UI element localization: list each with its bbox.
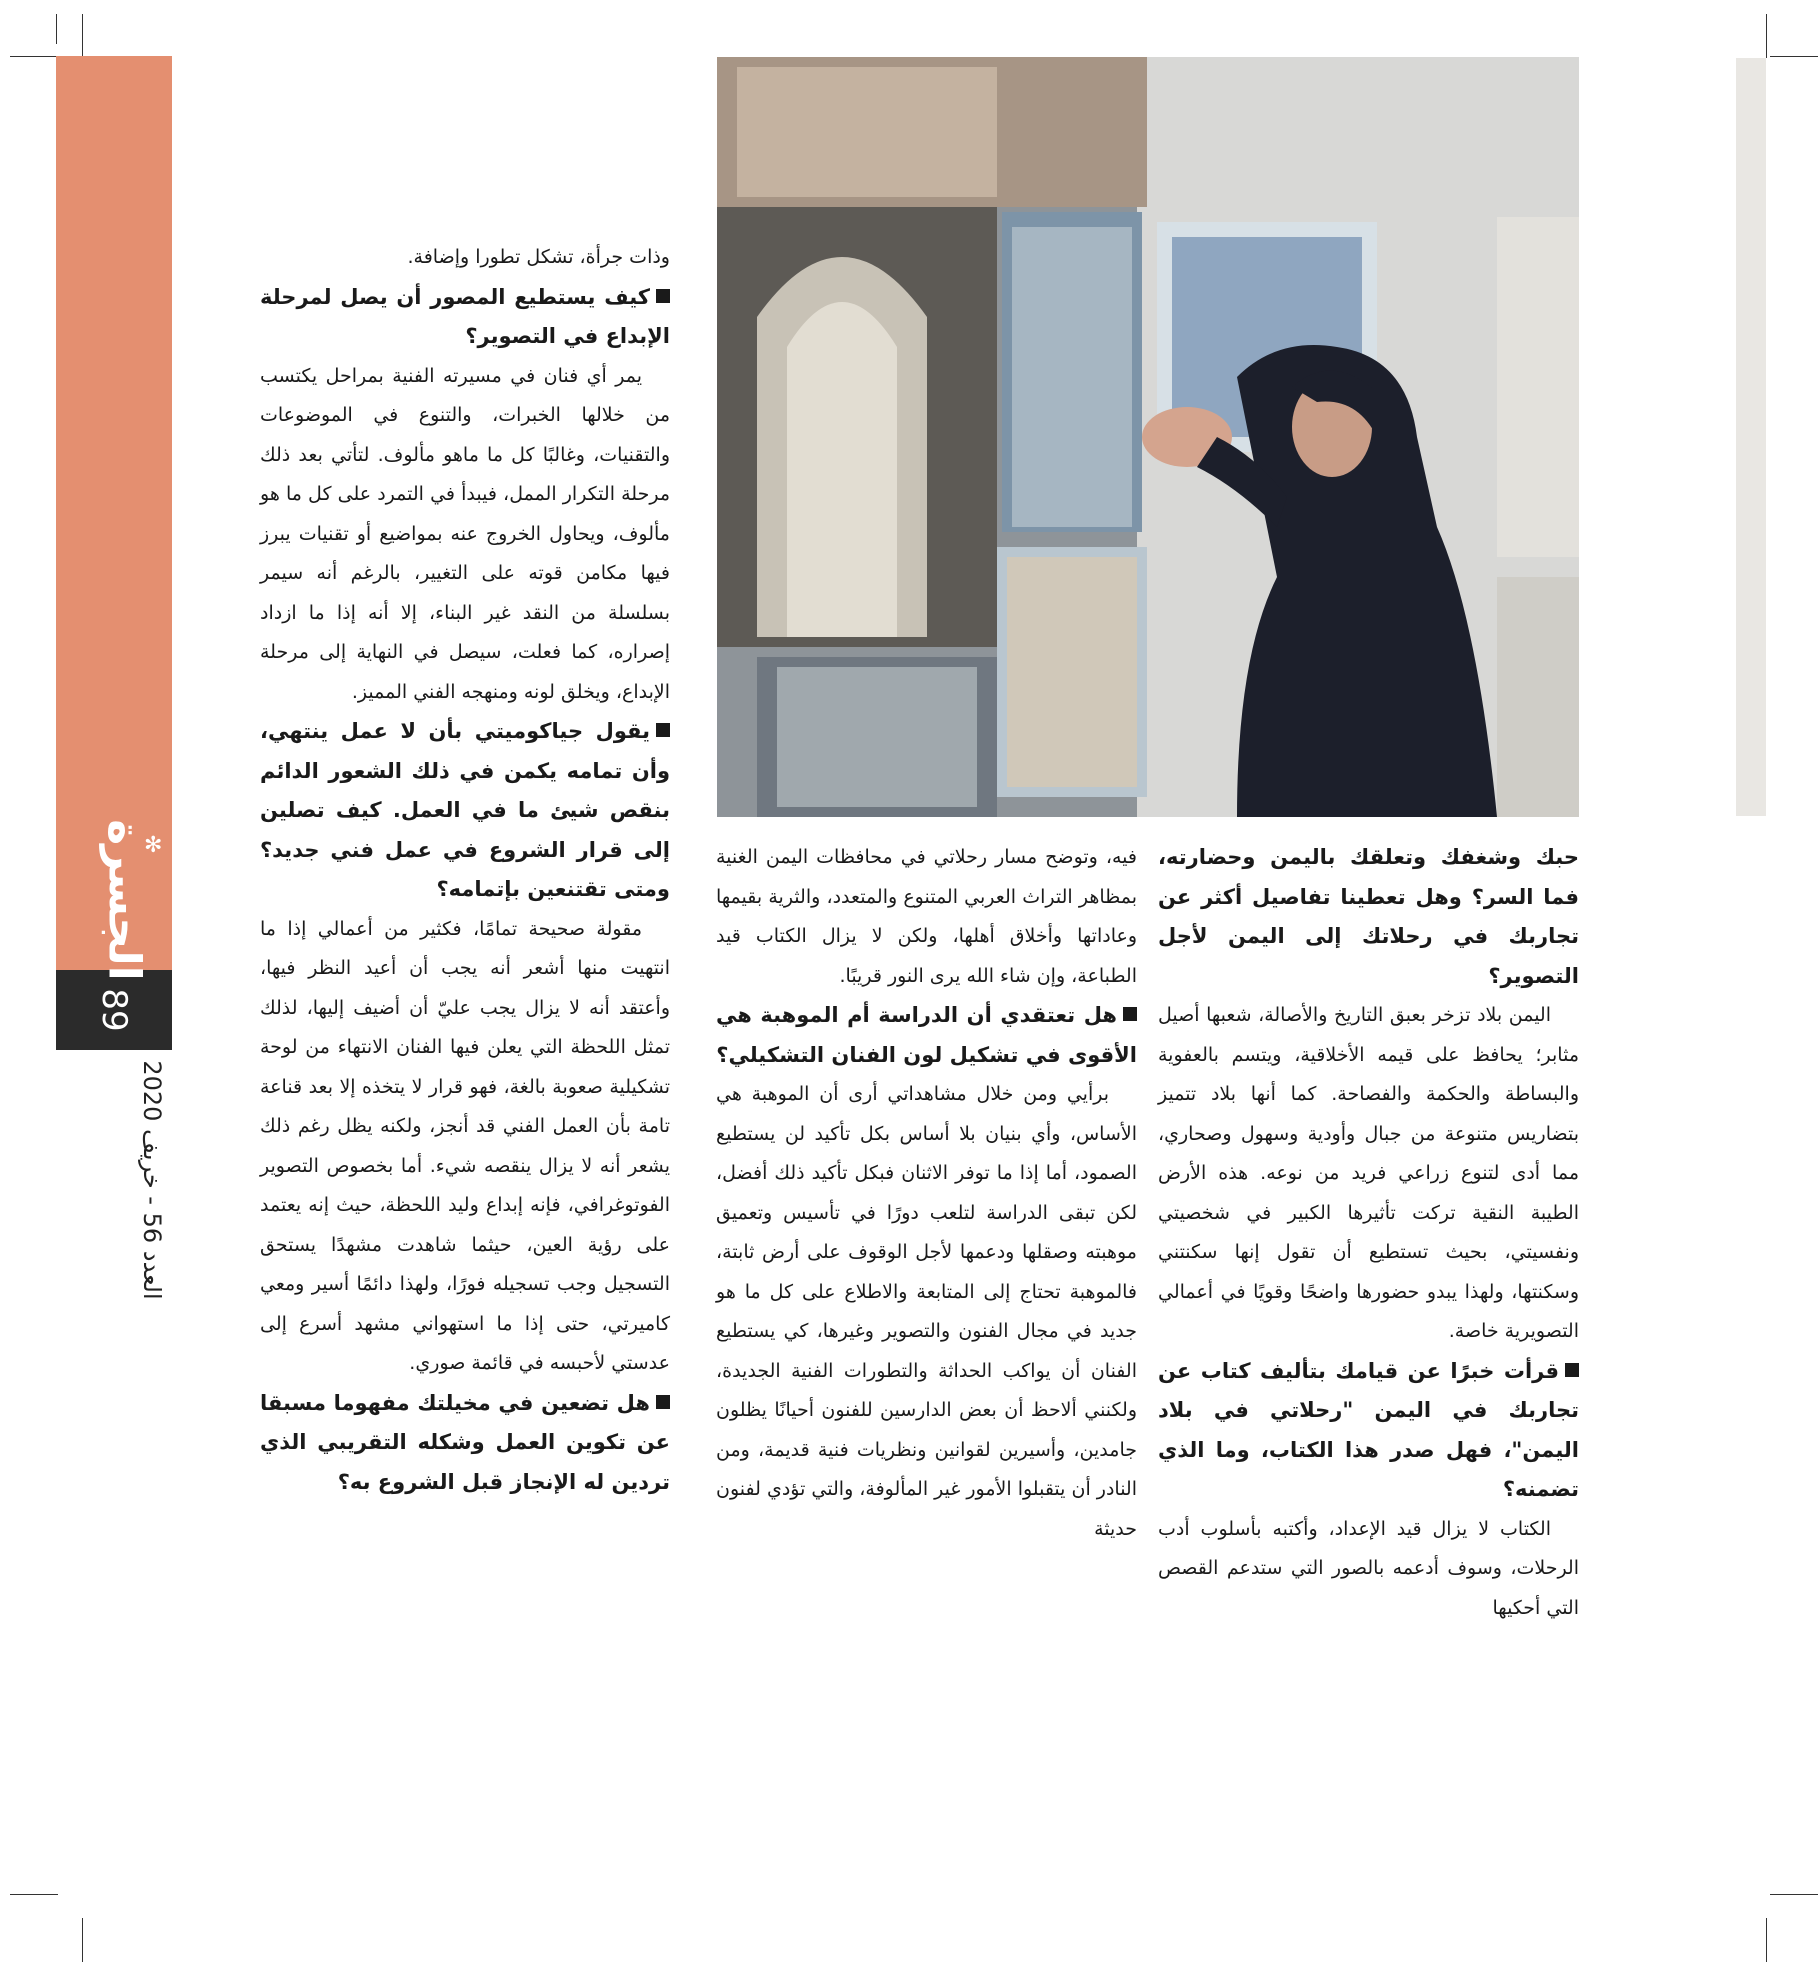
crop-mark-top-right-h: [1770, 56, 1818, 57]
question-3: [716, 996, 1137, 1075]
question-6-text: هل تضعين في مخيلتك مفهوما مسبقا عن تكوين العمل وشكله التقريبي الذي تردين له الإنجاز قبل الشروع به؟: [260, 1390, 670, 1494]
question-5-text: يقول جياكوميتي بأن لا عمل ينتهي، وأن تمامه يكمن في ذلك الشعور الدائم بنقص شيئ ما في العمل. كيف تصلين إلى قرار الشروع في عمل فني جديد؟ ومتى تقتنعين بإتمامه؟: [260, 719, 670, 901]
question-2: [1158, 1352, 1579, 1510]
crop-mark-bottom-right-h: [1770, 1894, 1818, 1895]
text-column-middle: [716, 838, 1137, 1549]
bullet-square-icon: [656, 289, 670, 303]
question-6: [260, 1384, 670, 1503]
article-photo: [717, 57, 1579, 817]
answer-3-continued: وذات جرأة، تشكل تطورا وإضافة.: [407, 246, 670, 268]
answer-5: مقولة صحيحة تمامًا، فكثير من أعمالي إذا ما انتهيت منها أشعر أنه يجب أن أعيد النظر فيها، وأعتقد أنه لا يزال يجب عليّ أن أضيف إليها، لذلك تمثل اللحظة التي يعلن فيها الفنان الانتهاء من لوحة تشكيلية صعوبة بالغة، فهو قرار لا يتخذه إلا بعد قناعة تامة بأن العمل الفني قد أنجز، ولكنه يظل رغم ذلك يشعر أنه لا يزال ينقصه شيء. أما بخصوص التصوير الفوتوغرافي، فإنه إبداع وليد اللحظة، حيث إنه يعتمد على رؤية العين، حيثما شاهدت مشهدًا يستحق التسجيل وجب تسجيله فورًا، ولهذا دائمًا أسير ومعي كاميرتي، حتى إذا ما استهواني مشهد أسرع إلى عدستي لأحبسه في قائمة صوري.: [260, 917, 670, 1374]
photo-artist-at-exhibition-icon: [717, 57, 1579, 817]
question-4: [260, 278, 670, 357]
bullet-square-icon: [656, 723, 670, 737]
crop-mark-top-left-v: [82, 14, 83, 58]
magazine-logo: الجسرة: [98, 819, 150, 981]
question-4-text: كيف يستطيع المصور أن يصل لمرحلة الإبداع في التصوير؟: [260, 284, 670, 348]
question-3-text: هل تعتقدي أن الدراسة أم الموهبة هي الأقوى في تشكيل لون الفنان التشكيلي؟: [716, 1003, 1137, 1067]
answer-2: الكتاب لا يزال قيد الإعداد، وأكتبه بأسلوب أدب الرحلات، وسوف أدعمه بالصور التي ستدعم القصص التي أحكيها: [1158, 1517, 1579, 1619]
question-5: [260, 712, 670, 910]
bullet-square-icon: [1565, 1363, 1579, 1377]
crop-mark-bottom-left-h: [10, 1894, 58, 1895]
crop-mark-bottom-left-v: [82, 1918, 83, 1962]
crop-mark-bottom-right-v: [1766, 1918, 1767, 1962]
crop-mark-top-right-v: [1766, 14, 1767, 58]
bullet-square-icon: [1123, 1007, 1137, 1021]
answer-2-continued: فيه، وتوضح مسار رحلاتي في محافظات اليمن الغنية بمظاهر التراث العربي المتنوع والمتعدد، والثرية بقيمها وعاداتها وأخلاق أهلها، ولكن لا يزال الكتاب قيد الطباعة، وإن شاء الله يرى النور قريبًا.: [716, 846, 1137, 987]
answer-1: اليمن بلاد تزخر بعبق التاريخ والأصالة، شعبها أصيل مثابر؛ يحافظ على قيمه الأخلاقية، ويتسم بالعفوية والبساطة والحكمة والفصاحة. كما أنها بلاد تتميز بتضاريس متنوعة من جبال وأودية وسهول وصحاري، مما أدى لتنوع زراعي فريد من نوعه. هذه الأرض الطيبة النقية تركت تأثيرها الكبير في شخصيتي ونفسيتي، بحيث تستطيع أن تقول إنها سكنتني وسكنتها، ولهذا يبدو حضورها واضحًا وقويًا في أعمالي التصويرية خاصة.: [1158, 1004, 1579, 1342]
question-2-text: قرأت خبرًا عن قيامك بتأليف كتاب عن تجاربك في اليمن "رحلاتي في بلاد اليمن"، فهل صدر هذا الكتاب، وما الذي تضمنه؟: [1158, 1358, 1579, 1501]
crop-mark-top-left-v2: [56, 14, 57, 44]
logo-star-icon: ✻: [144, 833, 163, 858]
answer-3: برأيي ومن خلال مشاهداتي أرى أن الموهبة هي الأساس، وأي بنيان بلا أساس بكل تأكيد لن يستطيع الصمود، أما إذا ما توفر الاثنان فبكل تأكيد ذلك أفضل، لكن تبقى الدراسة لتلعب دورًا في تأسيس وتعميق موهبته وصقلها ودعمها لأجل الوقوف على أرض ثابتة، فالموهبة تحتاج إلى المتابعة والاطلاع على كل ما هو جديد في مجال الفنون والتصوير وغيرها، كي يستطيع الفنان أن يواكب الحداثة والتطورات الفنية الجديدة، ولكنني ألاحظ أن بعض الدارسين للفنون أحيانًا يظلون جامدين، وأسيرين لقوانين ونظريات فنية قديمة، ومن النادر أن يتقبلوا الأمور غير المألوفة، والتي تؤدي لفنون حديثة: [716, 1083, 1137, 1540]
text-column-left: [260, 238, 670, 1502]
page-number: 89: [94, 988, 134, 1032]
question-1: حبك وشغفك وتعلقك باليمن وحضارته، فما السر؟ وهل تعطينا تفاصيل أكثر عن تجاربك في رحلاتك إلى اليمن لأجل التصوير؟: [1158, 845, 1579, 988]
crop-mark-top-left-h: [10, 56, 58, 57]
answer-4: يمر أي فنان في مسيرته الفنية بمراحل يكتسب من خلالها الخبرات، والتنوع في الموضوعات والتقنيات، وغالبًا كل ما ماهو مألوف. لتأتي بعد ذلك مرحلة التكرار الممل، فيبدأ في التمرد على كل ما هو مألوف، ويحاول الخروج عنه بمواضيع أو تقنيات يبرز فيها مكامن قوته على التغيير، بالرغم أنه سيمر بسلسلة من النقد غير البناء، إلا أنه إذا ما ازداد إصراره، كما فعلت، سيصل في النهاية إلى مرحلة الإبداع، ويخلق لونه ومنهجه الفني المميز.: [260, 364, 670, 703]
text-column-right: [1158, 838, 1579, 1628]
bullet-square-icon: [656, 1395, 670, 1409]
issue-info: العدد 56 - خريف 2020: [138, 1060, 166, 1300]
page-edge-strip: [1736, 58, 1766, 816]
